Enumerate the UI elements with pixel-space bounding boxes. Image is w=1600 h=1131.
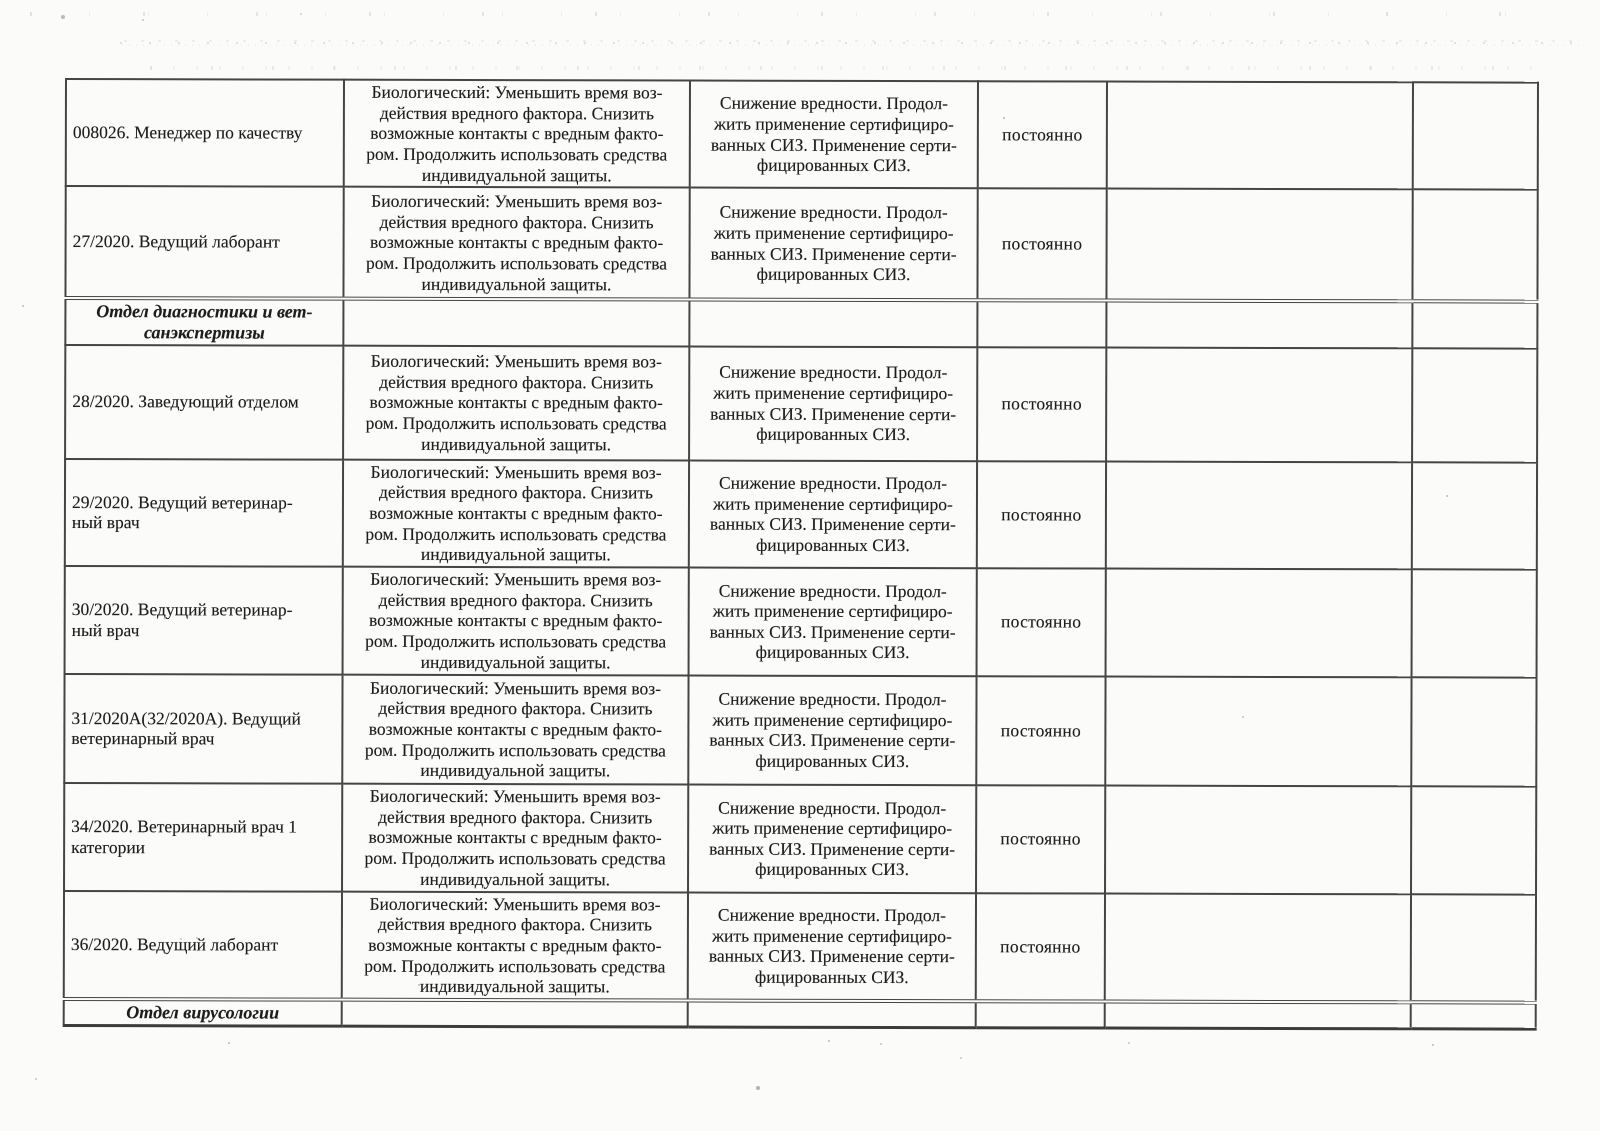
effect-cell: Снижение вредности. Продол- жить применение сертифициро- ванных СИЗ. Применение серти- фицированных СИЗ.	[688, 675, 976, 785]
table-row	[65, 345, 1537, 463]
mark-cell	[1412, 462, 1537, 570]
assessment-table	[63, 78, 1539, 1030]
mark-cell	[1412, 569, 1537, 677]
section-title-cell: Отдел диагностики и вет- санэкспертизы	[65, 298, 343, 345]
scan-noise-band	[120, 40, 1580, 47]
position-cell: 27/2020. Ведущий лаборант	[65, 186, 343, 299]
notes-cell	[1107, 82, 1413, 190]
position-cell: 31/2020А(32/2020А). Ведущий ветеринарный врач	[64, 674, 342, 784]
effect-cell: Снижение вредности. Продол- жить применение сертифициро- ванных СИЗ. Применение серти- фицированных СИЗ.	[689, 460, 977, 568]
notes-cell	[1106, 347, 1412, 462]
position-cell: 008026. Менеджер по качеству	[66, 79, 344, 187]
position-cell: 28/2020. Заведующий отделом	[65, 345, 343, 460]
table-row	[64, 674, 1536, 787]
effect-cell: Снижение вредности. Продол- жить применение сертифициро- ванных СИЗ. Применение серти- фицированных СИЗ.	[688, 784, 976, 893]
period-cell: постоянно	[977, 188, 1106, 300]
position-cell: 34/2020. Ветеринарный врач 1 категории	[64, 783, 342, 892]
period-cell: постоянно	[978, 81, 1107, 189]
measure-cell: Биологический: Уменьшить время воз- действия вредного фактора. Снизить возможные контакты с вредным факто- ром. Продолжить использовать средства индивидуальной защиты.	[344, 80, 690, 188]
period-cell	[977, 300, 1106, 347]
effect-cell: Снижение вредности. Продол- жить применение сертифициро- ванных СИЗ. Применение серти- фицированных СИЗ.	[688, 892, 976, 1001]
period-cell	[976, 1001, 1105, 1028]
notes-cell	[1105, 1002, 1411, 1029]
section-row	[65, 298, 1537, 348]
effect-cell	[688, 1001, 976, 1028]
measure-cell: Биологический: Уменьшить время воз- действия вредного фактора. Снизить возможные контакты с вредным факто- ром. Продолжить использовать средства индивидуальной защиты.	[343, 187, 689, 300]
mark-cell	[1411, 786, 1536, 894]
measure-cell: Биологический: Уменьшить время воз- действия вредного фактора. Снизить возможные контакты с вредным факто- ром. Продолжить использовать средства индивидуальной защиты.	[343, 459, 689, 567]
notes-cell	[1106, 301, 1412, 348]
period-cell: постоянно	[977, 347, 1106, 461]
position-cell: 36/2020. Ведущий лаборант	[64, 891, 342, 1000]
scan-noise-band	[150, 66, 1540, 70]
effect-cell: Снижение вредности. Продол- жить применение сертифициро- ванных СИЗ. Применение серти- фицированных СИЗ.	[689, 188, 977, 301]
notes-cell	[1105, 893, 1411, 1002]
notes-cell	[1105, 785, 1411, 894]
effect-cell: Снижение вредности. Продол- жить применение сертифициро- ванных СИЗ. Применение серти- фицированных СИЗ.	[690, 81, 978, 189]
section-title-cell: Отдел вирусологии	[64, 999, 342, 1026]
table-row	[64, 891, 1536, 1003]
notes-cell	[1105, 676, 1411, 786]
table-row	[66, 79, 1538, 190]
measure-cell: Биологический: Уменьшить время воз- действия вредного фактора. Снизить возможные контакты с вредным факто- ром. Продолжить использовать средства индивидуальной защиты.	[342, 891, 688, 1000]
period-cell: постоянно	[976, 893, 1105, 1002]
table-row	[65, 186, 1537, 302]
period-cell: постоянно	[977, 461, 1106, 569]
section-row	[64, 999, 1536, 1029]
mark-cell	[1412, 301, 1537, 348]
table-row	[65, 566, 1537, 678]
mark-cell	[1412, 189, 1537, 301]
mark-cell	[1412, 348, 1537, 462]
mark-cell	[1411, 894, 1536, 1003]
period-cell: постоянно	[976, 676, 1105, 785]
notes-cell	[1106, 189, 1412, 302]
mark-cell	[1411, 677, 1536, 786]
effect-cell: Снижение вредности. Продол- жить применение сертифициро- ванных СИЗ. Применение серти- фицированных СИЗ.	[689, 346, 977, 461]
effect-cell: Снижение вредности. Продол- жить применение сертифициро- ванных СИЗ. Применение серти- фицированных СИЗ.	[689, 567, 977, 676]
notes-cell	[1106, 568, 1412, 677]
measure-cell	[343, 299, 689, 346]
period-cell: постоянно	[977, 568, 1106, 676]
effect-cell	[689, 300, 977, 347]
notes-cell	[1106, 461, 1412, 569]
period-cell: постоянно	[976, 785, 1105, 893]
scan-specks	[0, 0, 2, 2]
measure-cell: Биологический: Уменьшить время воз- действия вредного фактора. Снизить возможные контакты с вредным факто- ром. Продолжить использовать средства индивидуальной защиты.	[342, 674, 688, 784]
mark-cell	[1413, 82, 1538, 190]
table-row	[65, 459, 1537, 570]
position-cell: 29/2020. Ведущий ветеринар- ный врач	[65, 459, 343, 567]
scan-noise-band	[30, 12, 1560, 16]
table-row	[64, 783, 1536, 895]
mark-cell	[1411, 1002, 1536, 1028]
position-cell: 30/2020. Ведущий ветеринар- ный врач	[65, 566, 343, 675]
measure-cell	[342, 1000, 688, 1027]
measure-cell: Биологический: Уменьшить время воз- действия вредного фактора. Снизить возможные контакты с вредным факто- ром. Продолжить использовать средства индивидуальной защиты.	[343, 345, 689, 460]
measure-cell: Биологический: Уменьшить время воз- действия вредного фактора. Снизить возможные контакты с вредным факто- ром. Продолжить использовать средства индивидуальной защиты.	[342, 783, 688, 892]
measure-cell: Биологический: Уменьшить время воз- действия вредного фактора. Снизить возможные контакты с вредным факто- ром. Продолжить использовать средства индивидуальной защиты.	[343, 566, 689, 675]
